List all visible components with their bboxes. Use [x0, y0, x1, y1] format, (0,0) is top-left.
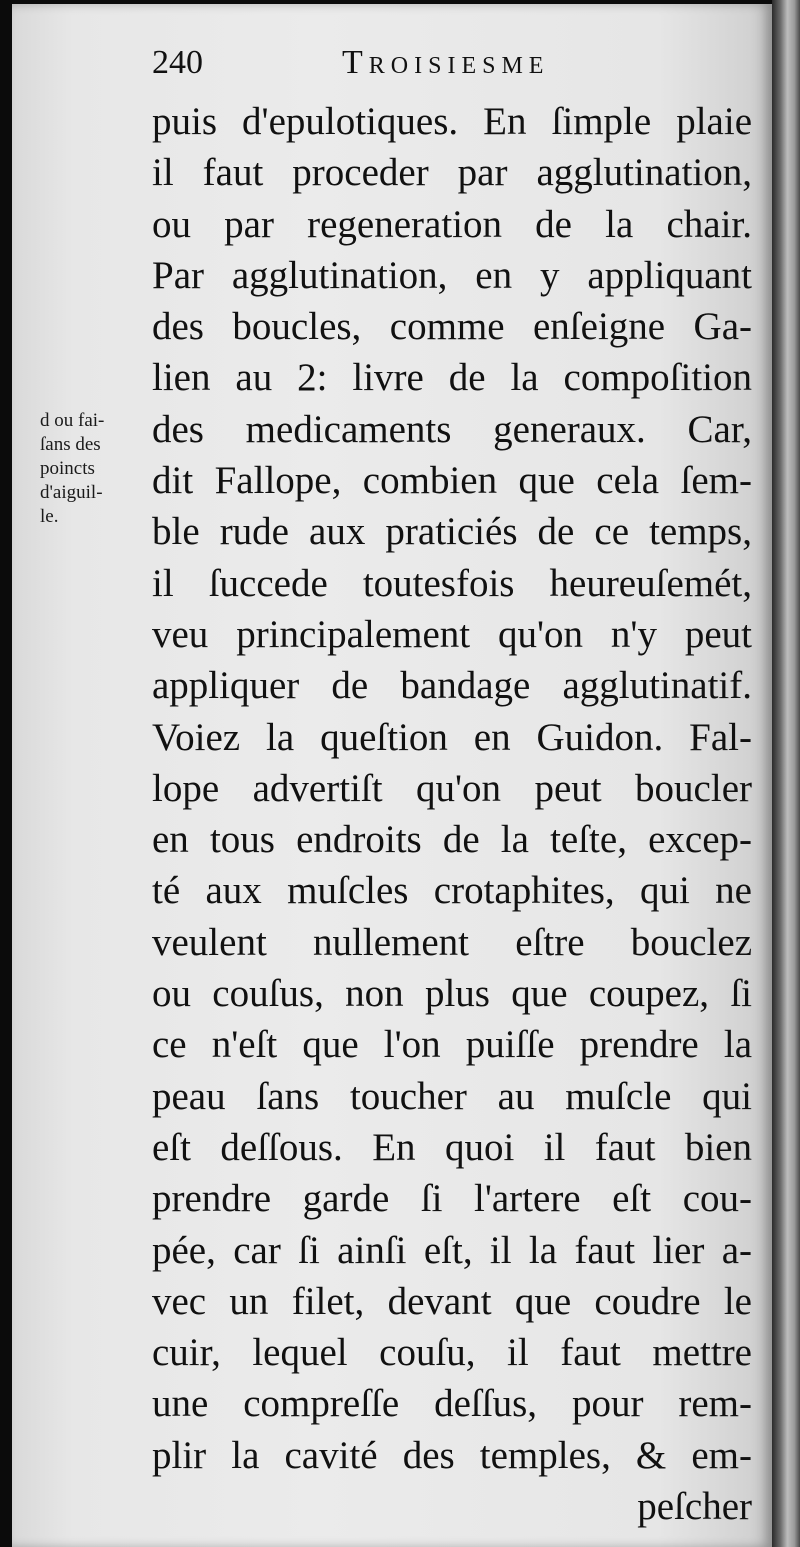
- running-head: Troisiesme: [342, 44, 550, 81]
- margin-note-line: d'aiguil-: [40, 482, 103, 503]
- page-header: [152, 44, 752, 90]
- text-line: il ſuccede toutesfois heureuſemét,: [152, 561, 752, 605]
- text-line: té aux muſcles crotaphites, qui ne: [152, 869, 752, 913]
- page-number: 240: [152, 44, 203, 81]
- catchword: peſcher: [637, 1485, 752, 1529]
- margin-note: [40, 409, 150, 529]
- text-line: en tous endroits de la teſte, excep-: [152, 818, 752, 862]
- margin-note-line: poincts: [40, 458, 95, 479]
- text-line: il faut proceder par agglutination,: [152, 151, 752, 195]
- text-line: des medicaments generaux. Car,: [152, 407, 752, 451]
- text-line: peau ſans toucher au muſcle qui: [152, 1074, 752, 1118]
- text-line: plir la cavité des temples, & em-: [152, 1433, 752, 1477]
- text-line: Par agglutination, en y appliquant: [152, 253, 752, 297]
- text-line: ou couſus, non plus que coupez, ſi: [152, 972, 752, 1016]
- text-line: ou par regeneration de la chair.: [152, 202, 752, 246]
- text-line: veulent nullement eſtre bouclez: [152, 920, 752, 964]
- text-line: cuir, lequel couſu, il faut mettre: [152, 1331, 752, 1375]
- text-line: dit Fallope, combien que cela ſem-: [152, 459, 752, 503]
- text-line: appliquer de bandage agglutinatif.: [152, 664, 752, 708]
- text-line: lien au 2: livre de la compoſition: [152, 356, 752, 400]
- book-page: [12, 4, 772, 1547]
- margin-note-line: d ou fai-: [40, 410, 105, 431]
- text-line: des boucles, comme enſeigne Ga-: [152, 305, 752, 349]
- text-line: puis d'epulotiques. En ſimple plaie: [152, 100, 752, 143]
- margin-note-line: ſans des: [40, 434, 101, 455]
- text-line: ble rude aux praticiés de ce temps,: [152, 510, 752, 554]
- text-line: vec un filet, devant que coudre le: [152, 1279, 752, 1323]
- text-line: prendre garde ſi l'artere eſt cou-: [152, 1177, 752, 1221]
- margin-note-line: le.: [40, 506, 59, 527]
- body-text: [152, 96, 752, 1532]
- text-line: eſt deſſous. En quoi il faut bien: [152, 1125, 752, 1169]
- text-line: ce n'eſt que l'on puiſſe prendre la: [152, 1023, 752, 1067]
- text-line: lope advertiſt qu'on peut boucler: [152, 766, 752, 810]
- text-line: pée, car ſi ainſi eſt, il la faut lier a-: [152, 1228, 752, 1272]
- text-line: veu principalement qu'on n'y peut: [152, 612, 752, 656]
- text-line: une compreſſe deſſus, pour rem-: [152, 1382, 752, 1426]
- book-gutter: [772, 0, 800, 1547]
- text-line: Voiez la queſtion en Guidon. Fal-: [152, 715, 752, 759]
